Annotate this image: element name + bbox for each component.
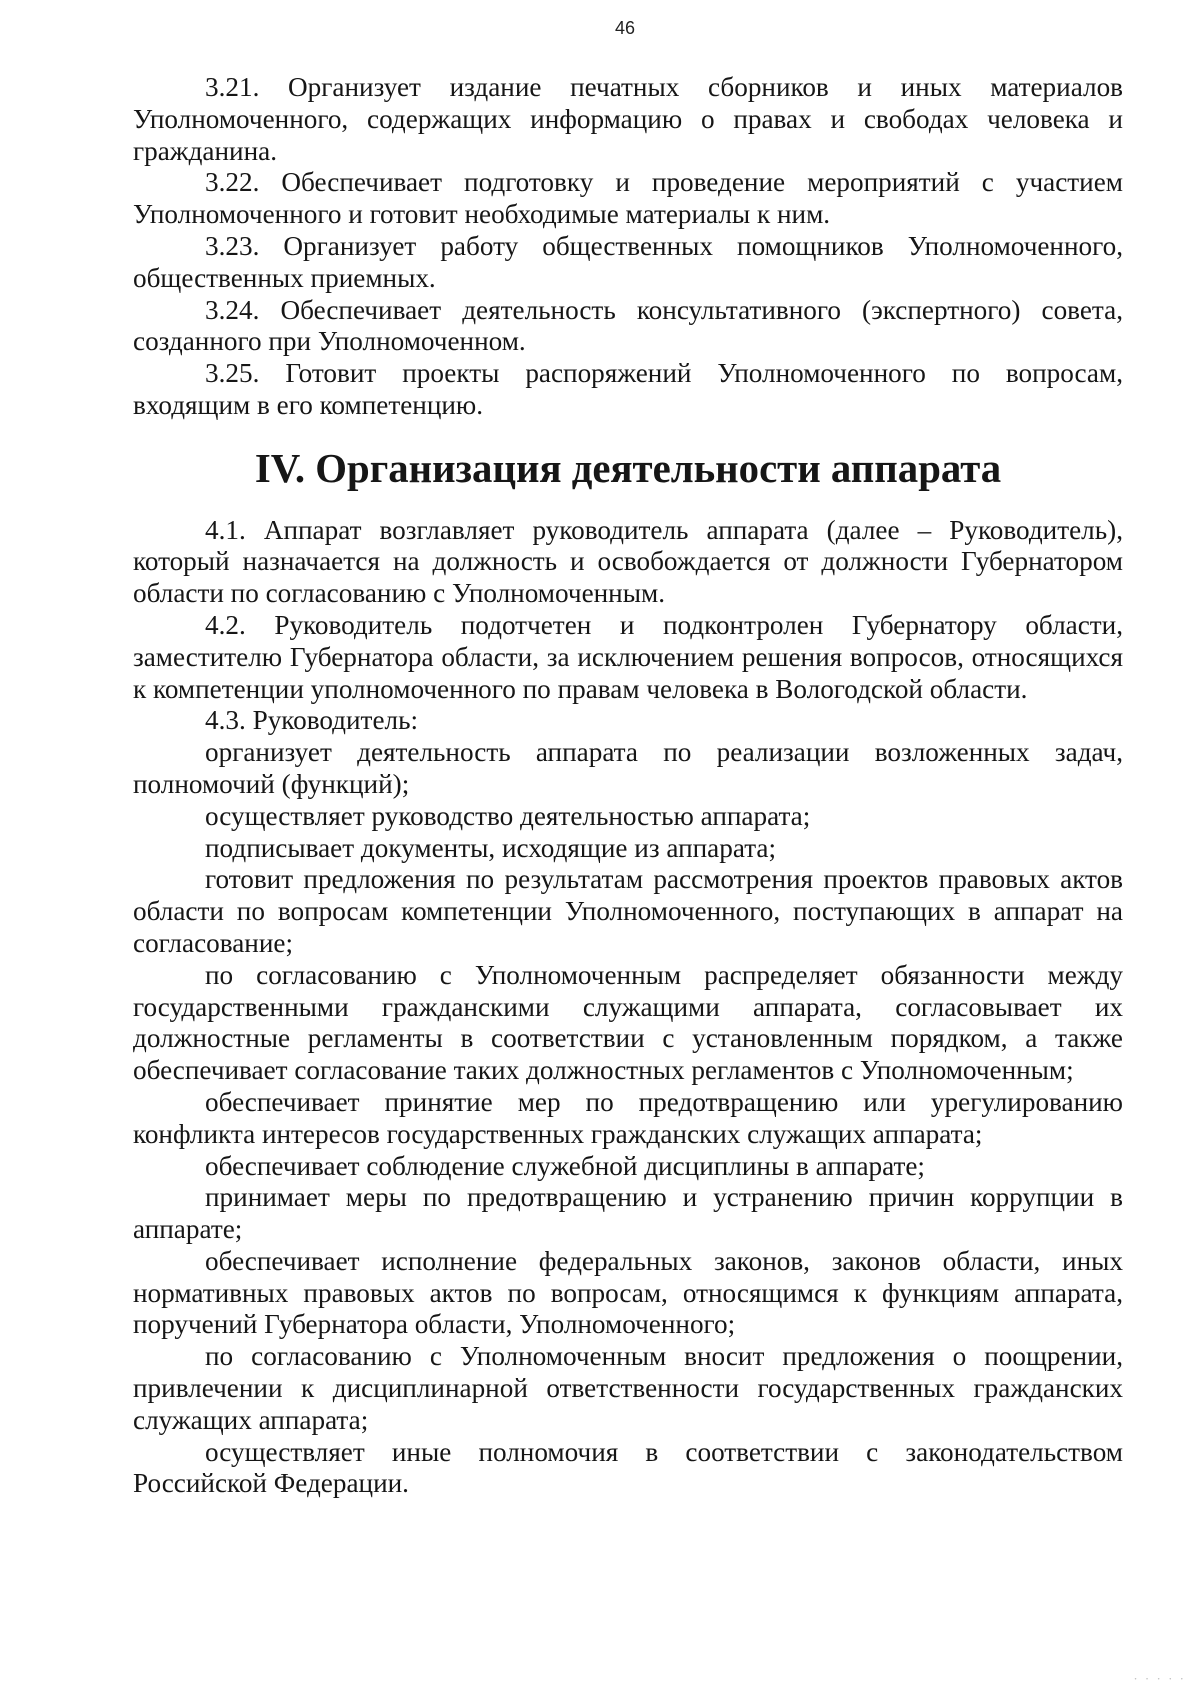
paragraph-4-3: 4.3. Руководитель: [205,705,419,736]
paragraph-3-23: 3.23. Организует работу общественных помощников Уполномоченного, общественных приемных. [133,230,1123,293]
page-number: 46 [614,18,636,38]
paragraph-3-24: 3.24. Обеспечивает деятельность консультативного (экспертного) совета, созданного при Уполномоченном. [133,294,1123,357]
duty-other-powers: осуществляет иные полномочия в соответствии с законодательством Российской Федерации. [133,1436,1123,1499]
duty-anti-corruption: принимает меры по предотвращению и устранению причин коррупции в аппарате; [133,1182,1123,1245]
duty-prepare-proposals: готовит предложения по результатам рассмотрения проектов правовых актов области по вопросам компетенции Уполномоченного, поступающих в аппарат на согласование; [133,864,1123,958]
paragraph-4-1: 4.1. Аппарат возглавляет руководитель аппарата (далее – Руководитель), который назначается на должность и освобождается от должности Губернатором области по согласованию с Уполномоченным. [133,514,1123,609]
paragraph-3-21: 3.21. Организует издание печатных сборников и иных материалов Уполномоченного, содержащих информацию о правах и свободах человека и гражданина. [133,72,1123,166]
duty-rewards-and-discipline: по согласованию с Уполномоченным вносит предложения о поощрении, привлечении к дисциплинарной ответственности государственных гражданских служащих аппарата; [133,1341,1123,1435]
duty-conflict-of-interest: обеспечивает принятие мер по предотвращению или урегулированию конфликта интересов государственных гражданских служащих аппарата; [133,1086,1123,1149]
document-body [133,72,1123,1500]
duty-discipline: обеспечивает соблюдение служебной дисциплины в аппарате; [205,1150,925,1181]
scan-artifact-marks: · · · · · [1133,1671,1186,1686]
section-heading: IV. Организация деятельности аппарата [254,445,1002,491]
paragraph-3-25: 3.25. Готовит проекты распоряжений Уполномоченного по вопросам, входящим в его компетенцию. [133,358,1123,420]
duty-law-enforcement: обеспечивает исполнение федеральных законов, законов области, иных нормативных правовых актов по вопросам, относящимся к функциям аппарата, поручений Губернатора области, Уполномоченного; [133,1245,1123,1340]
duty-distribute-responsibilities: по согласованию с Уполномоченным распределяет обязанности между государственными гражданскими служащими аппарата, согласовывает их должностные регламенты в соответствии с установленным порядком, а также обеспечивает согласование таких должностных регламентов с Уполномоченным; [133,959,1123,1086]
paragraph-3-22: 3.22. Обеспечивает подготовку и проведение мероприятий с участием Уполномоченного и готовит необходимые материалы к ним. [133,167,1123,230]
duty-sign-documents: подписывает документы, исходящие из аппарата; [205,832,777,863]
paragraph-4-2: 4.2. Руководитель подотчетен и подконтролен Губернатору области, заместителю Губернатора области, за исключением решения вопросов, относящихся к компетенции уполномоченного по правам человека в Вологодской области. [133,609,1123,704]
duty-organize-activity: организует деятельность аппарата по реализации возложенных задач, полномочий (функций); [133,737,1123,799]
duty-direct-activity: осуществляет руководство деятельностью аппарата; [205,800,811,831]
